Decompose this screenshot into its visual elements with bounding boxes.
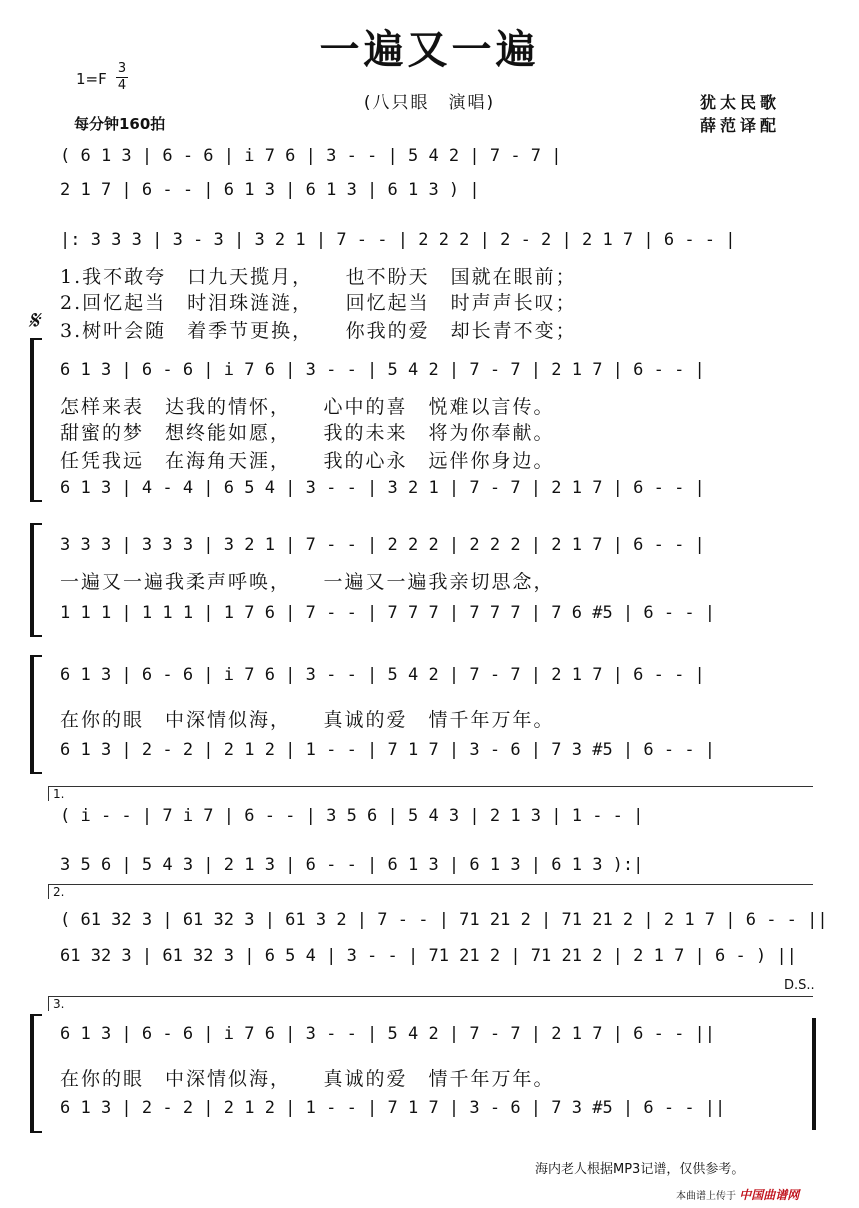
lyric-row: 在你的眼 中深情似海， 真诚的爱 情千年万年。 bbox=[60, 709, 555, 731]
time-signature-top: 3 bbox=[117, 61, 127, 76]
tempo-marking: 每分钟160拍 bbox=[74, 115, 166, 133]
notation-row: 6 1 3 | 6 - 6 | i 7 6 | 3 - - | 5 4 2 | 7 - 7 | 2 1 7 | 6 - - | bbox=[60, 665, 705, 685]
footer-text: 本曲谱上传于 bbox=[676, 1191, 736, 1202]
transcription-note: 海内老人根据MP3记谱，仅供参考。 bbox=[535, 1162, 745, 1177]
lyric-row: 一遍又一遍我柔声呼唤， 一遍又一遍我亲切思念， bbox=[60, 571, 555, 593]
notation-row: 6 1 3 | 4 - 4 | 6 5 4 | 3 - - | 3 2 1 | 7 - 7 | 2 1 7 | 6 - - | bbox=[60, 478, 705, 498]
lyric-row: 甜蜜的梦 想终能如愿， 我的未来 将为你奉献。 bbox=[60, 422, 555, 444]
time-signature-bottom: 4 bbox=[117, 78, 127, 93]
lyric-row: 在你的眼 中深情似海， 真诚的爱 情千年万年。 bbox=[60, 1068, 555, 1090]
key-signature: 1=F bbox=[76, 70, 107, 88]
notation-row: ( 61 32 3 | 61 32 3 | 61 3 2 | 7 - - | 71 21 2 | 71 21 2 | 2 1 7 | 6 - - || bbox=[60, 910, 828, 930]
lyric-row: 3.树叶会随 着季节更换， 你我的爱 却长青不变； bbox=[60, 320, 577, 342]
site-logo: 中国曲谱网 bbox=[739, 1188, 800, 1202]
system-bracket bbox=[30, 1014, 42, 1133]
notation-row: ( i - - | 7 i 7 | 6 - - | 3 5 6 | 5 4 3 | 2 1 3 | 1 - - | bbox=[60, 806, 644, 826]
notation-row: 1 1 1 | 1 1 1 | 1 7 6 | 7 - - | 7 7 7 | 7 7 7 | 7 6 #5 | 6 - - | bbox=[60, 603, 716, 623]
volta-1: 1. bbox=[48, 786, 813, 801]
volta-2: 2. bbox=[48, 884, 813, 899]
notation-row: 6 1 3 | 6 - 6 | i 7 6 | 3 - - | 5 4 2 | 7 - 7 | 2 1 7 | 6 - - || bbox=[60, 1024, 716, 1044]
performer: (八只眼 演唱) bbox=[363, 93, 496, 113]
lyric-row: 1.我不敢夸 口九天揽月， 也不盼天 国就在眼前； bbox=[60, 266, 577, 288]
system-bracket bbox=[30, 338, 42, 502]
system-bracket bbox=[30, 523, 42, 637]
lyric-row: 2.回忆起当 时泪珠涟涟， 回忆起当 时声声长叹； bbox=[60, 292, 577, 314]
notation-row: 3 5 6 | 5 4 3 | 2 1 3 | 6 - - | 6 1 3 | 6 1 3 | 6 1 3 ):| bbox=[60, 855, 644, 875]
notation-row: ( 6 1 3 | 6 - 6 | i 7 6 | 3 - - | 5 4 2 | 7 - 7 | bbox=[60, 146, 562, 166]
lyric-row: 怎样来表 达我的情怀， 心中的喜 悦难以言传。 bbox=[60, 396, 555, 418]
notation-row: 61 32 3 | 61 32 3 | 6 5 4 | 3 - - | 71 21 2 | 71 21 2 | 2 1 7 | 6 - ) || bbox=[60, 946, 797, 966]
credit-arranger: 薛范译配 bbox=[700, 116, 781, 135]
footer bbox=[676, 1186, 799, 1203]
segno-sign: 𝄋 bbox=[28, 306, 40, 336]
volta-3: 3. bbox=[48, 996, 813, 1011]
final-barline bbox=[812, 1018, 816, 1130]
system-bracket bbox=[30, 655, 42, 774]
notation-row: 6 1 3 | 6 - 6 | i 7 6 | 3 - - | 5 4 2 | 7 - 7 | 2 1 7 | 6 - - | bbox=[60, 360, 705, 380]
notation-row: |: 3 3 3 | 3 - 3 | 3 2 1 | 7 - - | 2 2 2 | 2 - 2 | 2 1 7 | 6 - - | bbox=[60, 230, 736, 250]
dal-segno-marking: D.S.. bbox=[784, 978, 815, 993]
song-title: 一遍又一遍 bbox=[319, 26, 540, 73]
notation-row: 3 3 3 | 3 3 3 | 3 2 1 | 7 - - | 2 2 2 | 2 2 2 | 2 1 7 | 6 - - | bbox=[60, 535, 705, 555]
credit-origin: 犹太民歌 bbox=[700, 93, 781, 112]
notation-row: 6 1 3 | 2 - 2 | 2 1 2 | 1 - - | 7 1 7 | 3 - 6 | 7 3 #5 | 6 - - || bbox=[60, 1098, 726, 1118]
notation-row: 2 1 7 | 6 - - | 6 1 3 | 6 1 3 | 6 1 3 ) | bbox=[60, 180, 480, 200]
notation-row: 6 1 3 | 2 - 2 | 2 1 2 | 1 - - | 7 1 7 | 3 - 6 | 7 3 #5 | 6 - - | bbox=[60, 740, 716, 760]
lyric-row: 任凭我远 在海角天涯， 我的心永 远伴你身边。 bbox=[60, 450, 555, 472]
